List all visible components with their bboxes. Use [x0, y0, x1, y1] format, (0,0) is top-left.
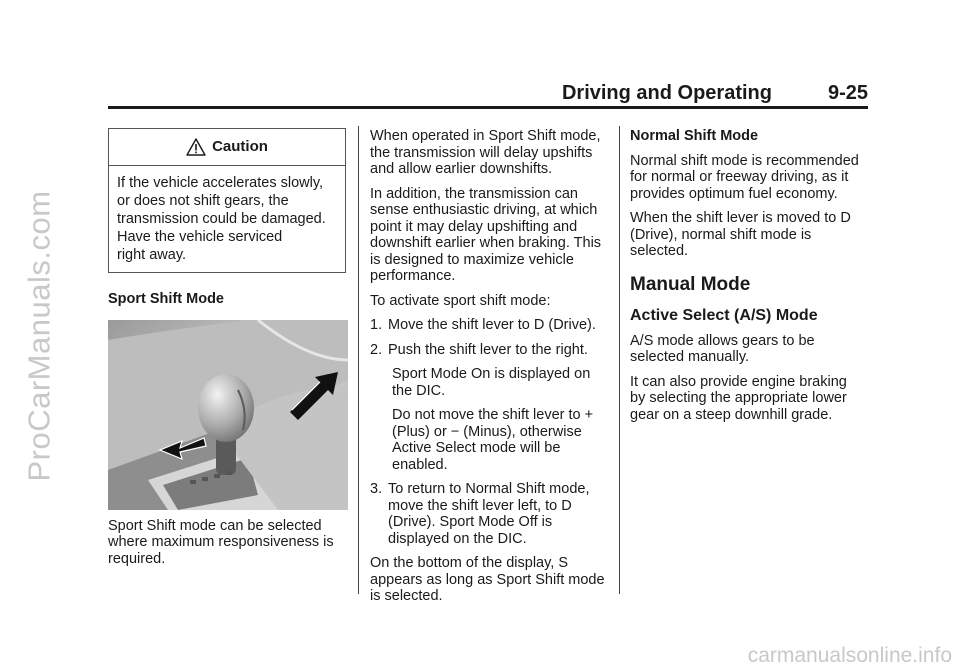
watermark-left-text: ProCarManuals.com — [22, 190, 58, 482]
watermark-left — [14, 0, 66, 672]
column-3 — [630, 128, 866, 431]
caution-box — [108, 128, 346, 273]
column-divider-2 — [619, 126, 620, 594]
sport-shift-subhead: Sport Shift Mode — [108, 291, 224, 307]
page-header — [108, 84, 868, 109]
active-select-heading: Active Select (A/S) Mode — [630, 306, 818, 324]
caution-warning-icon — [186, 138, 206, 156]
steps-list — [370, 481, 606, 547]
paragraph: It can also provide engine braking by selecting the appropriate lower gear on a steep downhill grade. — [630, 373, 847, 423]
caution-title: Caution — [212, 137, 268, 155]
paragraph: To activate sport shift mode: — [370, 292, 551, 309]
caution-body — [109, 166, 345, 272]
manual-mode-heading: Manual Mode — [630, 273, 751, 295]
watermark-bottom: carmanualsonline.info — [747, 644, 952, 667]
step-text: Move the shift lever to D (Drive). — [388, 317, 596, 333]
column-2 — [370, 128, 606, 613]
paragraph: In addition, the transmission can sense enthusiastic driving, at which point it may delay upshifting and downshift earlier when braking. This is designed to maximize vehicle performance. — [370, 185, 602, 284]
normal-shift-subhead: Normal Shift Mode — [630, 128, 759, 144]
caution-line: If the vehicle accelerates slowly, — [117, 175, 324, 191]
step-number: 2. — [370, 341, 383, 358]
step-text: To return to Normal Shift mode, move the shift lever left, to D (Drive). Sport Mode Off is displayed on the DIC. — [388, 481, 590, 547]
shift-lever-photo — [108, 320, 348, 510]
step-text: Push the shift lever to the right. — [388, 341, 588, 358]
paragraph: Normal shift mode is recommended for normal or freeway driving, as it provides optimum fuel economy. — [630, 152, 859, 202]
paragraph: A/S mode allows gears to be selected manually. — [630, 332, 815, 365]
section-title: Driving and Operating — [561, 82, 772, 104]
steps-list — [370, 317, 606, 358]
caution-line: right away. — [117, 247, 187, 263]
page-number: 9-25 — [827, 82, 868, 104]
list-item — [370, 317, 606, 334]
step-note: Do not move the shift lever to + (Plus) or − (Minus), otherwise Active Select mode will be enabled. — [392, 407, 594, 473]
photo-caption: Sport Shift mode can be selected where maximum responsiveness is required. — [108, 517, 334, 567]
caution-line: Have the vehicle serviced — [117, 229, 283, 245]
column-divider-1 — [358, 126, 359, 594]
step-number: 3. — [370, 481, 383, 497]
caution-line: transmission could be damaged. — [117, 211, 326, 227]
paragraph: On the bottom of the display, S appears as long as Sport Shift mode is selected. — [370, 555, 605, 604]
step-number: 1. — [370, 317, 383, 333]
caution-line: or does not shift gears, the — [117, 193, 289, 209]
caution-header — [109, 129, 345, 166]
list-item — [370, 342, 606, 359]
paragraph: When the shift lever is moved to D (Drive), normal shift mode is selected. — [630, 210, 851, 259]
paragraph: When operated in Sport Shift mode, the transmission will delay upshifts and allow earlier downshifts. — [370, 128, 601, 177]
column-1 — [108, 128, 348, 575]
step-note: Sport Mode On is displayed on the DIC. — [392, 366, 591, 399]
list-item — [370, 481, 606, 547]
